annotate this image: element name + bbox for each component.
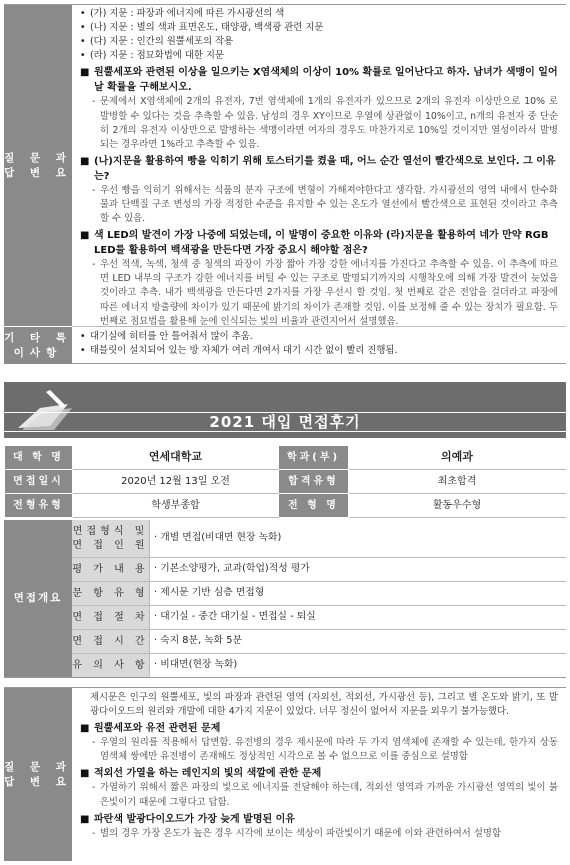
question-item: ■ 원뿔세포와 유전 관련된 문제 <box>80 723 221 735</box>
dept-label: 학과(부) <box>279 446 349 470</box>
type-value: 학생부종합 <box>73 494 279 518</box>
qa-summary-label: 질 문 과 답 변 요 <box>4 688 72 862</box>
square-bullet-icon: ■ <box>80 768 90 780</box>
qa-summary-label: 질 문 과 답 변 요 <box>4 5 72 327</box>
track-label: 전 형 명 <box>279 494 349 518</box>
question-item: ■ 색 LED의 발견이 가장 나중에 되었는데, 이 발명이 중요한 이유와 (라)지문을 활용하여 네가 만약 RGB LED를 활용하여 백색광을 만든다면 가장 중요시 해야할 점은? <box>80 230 549 257</box>
answer-item: - 우열의 원리를 적용해서 답변함. 유전병의 경우 제시문에 따라 두 가지 염색체에 존재할 수 있는데, 한가지 상동염색체 쌍에만 유전병이 존재해도 정상적인 시각으로 볼 수 없으므로 이를 중심으로 설명함 <box>92 737 558 763</box>
format-row: 면 접 절 차 · 대기실 - 중간 대기실 - 면접실 - 퇴실 <box>72 606 566 630</box>
page-title: 2021 대입 면접후기 <box>209 413 361 431</box>
question-item: ■ 적외선 가열을 하는 레인지의 빛의 색깔에 관한 문제 <box>80 768 322 780</box>
track-value: 활동우수형 <box>349 494 566 518</box>
list-item: • (다) 지문 : 인간의 원뿔세포의 작용 <box>80 36 234 48</box>
answer-item: - 가열하기 위해서 짧은 파장의 빛으로 에너지를 전달해야 하는데, 적외선 영역과 가까운 가시광선 영역의 빛이 붉은빛이기 때문에 그렇다고 답함. <box>92 782 558 808</box>
qa-summary-content <box>72 5 566 327</box>
qa-summary-content <box>72 688 566 861</box>
university-label: 대 학 명 <box>5 446 73 470</box>
intro-paragraph: 제시문은 인구의 원뿔세포, 빛의 파장과 관련된 영역 (자외선, 적외선, 가시광선 등), 그리고 별 온도와 밝기, 또 발광다이오드의 원리와 개발에 대한 4가지 지문이 있었다. 너무 정신이 없어서 지문을 외우기 불가능했다. <box>90 692 558 718</box>
format-row: 문 항 유 형 · 제시문 기반 심층 면접형 <box>72 582 566 606</box>
date-label: 면접일시 <box>5 470 73 494</box>
format-row: 면접형식 및 면 접 인 원 · 개별 면접(비대면 현장 녹화) <box>72 520 566 558</box>
question-item: ■ 파란색 발광다이오드가 가장 늦게 발명된 이유 <box>80 813 295 825</box>
interview-format-section <box>4 520 566 678</box>
question-item: ■ 원뿔세포와 관련된 이상을 일으키는 X염색체의 이상이 10% 확률로 일어난다고 하자. 남녀가 색맹이 일어날 확률을 구해보시오. <box>80 67 558 94</box>
dept-value: 의예과 <box>349 446 566 470</box>
title-banner <box>4 382 566 438</box>
square-bullet-icon: ■ <box>80 155 90 167</box>
list-item: • 대기실에 히터를 안 틀어줘서 많이 추움. <box>80 331 253 342</box>
square-bullet-icon: ■ <box>80 723 90 735</box>
answer-item: - 문제에서 X염색체에 2개의 유전자, 7번 염색체에 1개의 유전자가 있으므로 2개의 유전자 이상만으로 10% 로 발병할 수 있다는 것을 추측할 수 있음. 남성의 경우 XY이므로 우열에 상관없이 10%이고, n개의 유전자 중 단순히 2개의 유전자 이상만으로 발병하는 색맹이라면 여자의 경우도 마찬가지로 10%일 것이지만 열성이라서 발병되는 경우라면 1%라고 추측할 수 있음. <box>92 96 558 150</box>
list-item: • (가) 지문 : 파장과 에너지에 따른 가시광선의 색 <box>80 8 285 19</box>
bottom-qa-section <box>4 687 566 861</box>
format-row: 평 가 내 용 · 기본소양평가, 교과(학업)적성 평가 <box>72 558 566 582</box>
result-label: 합격유형 <box>279 470 349 494</box>
format-row: 유 의 사 항 · 비대면(현장 녹화) <box>72 654 566 677</box>
date-value: 2020년 12월 13일 오전 <box>73 470 279 494</box>
type-label: 전형유형 <box>5 494 73 518</box>
interview-info-table <box>4 445 566 518</box>
misc-label: 기 타 특이사항 <box>4 327 72 364</box>
square-bullet-icon: ■ <box>80 230 90 242</box>
answer-item: - 우선 빵을 익히기 위해서는 식품의 분자 구조에 변형이 가해져야한다고 생각함. 가시광선의 영역 내에서 탄수화물과 단백질 구조 변성의 가장 적정한 수준을 유지할 수 있는 온도가 열선에서 빨간색으로 표현된 것이라고 추측할 수 있음. <box>92 184 558 225</box>
list-item: • (나) 지문 : 별의 색과 표면온도, 태양광, 백색광 관련 지문 <box>80 22 324 34</box>
list-item: • (라) 지문 : 점묘화법에 대한 지문 <box>80 50 225 62</box>
question-item: ■ (나)지문을 활용하여 빵을 익히기 위해 토스터기를 켰을 때, 어느 순간 열선이 빨간색으로 보인다. 그 이유는? <box>80 155 556 182</box>
format-row: 면 접 시 간 · 숙지 8분, 녹화 5분 <box>72 630 566 654</box>
format-label: 면접개요 <box>4 520 72 677</box>
square-bullet-icon: ■ <box>80 67 90 79</box>
answer-item: - 별의 경우 가장 온도가 높은 경우 시각에 보이는 색상이 파란빛이기 때문에 이와 관련하여서 설명함 <box>92 827 501 839</box>
list-item: • 태블릿이 설치되어 있는 방 자체가 여러 개여서 대기 시간 없이 빨리 진행됨. <box>80 345 398 357</box>
top-qa-section <box>4 4 566 364</box>
result-value: 최초합격 <box>349 470 566 494</box>
answer-item: - 우선 적색, 녹색, 청색 중 청색의 파장이 가장 짧아 가장 강한 에너지를 가진다고 추측할 수 있음. 이 추측에 따르면 LED 내부의 구조가 강한 에너지를 버틸 수 있는 구조로 발명되기까지의 시행착오에 의해 가장 발견이 늦었을 것이라고 추측. 내가 백색광을 만든다면 2가지를 가장 우선시 할 것임. 첫 번째로 같은 전압을 걸더라고 파장에 따른 에너지 방출량에 차이가 있기 때문에 밝기의 차이가 존재할 것임. 이를 보정해 줄 수 있는 장치가 필요함. 두 번째로 점묘법을 활용해 눈에 인식되는 빛의 비율과 관련지어서 설명했음. <box>92 259 558 327</box>
misc-content <box>72 327 566 364</box>
university-value: 연세대학교 <box>73 446 279 470</box>
square-bullet-icon: ■ <box>80 813 90 825</box>
